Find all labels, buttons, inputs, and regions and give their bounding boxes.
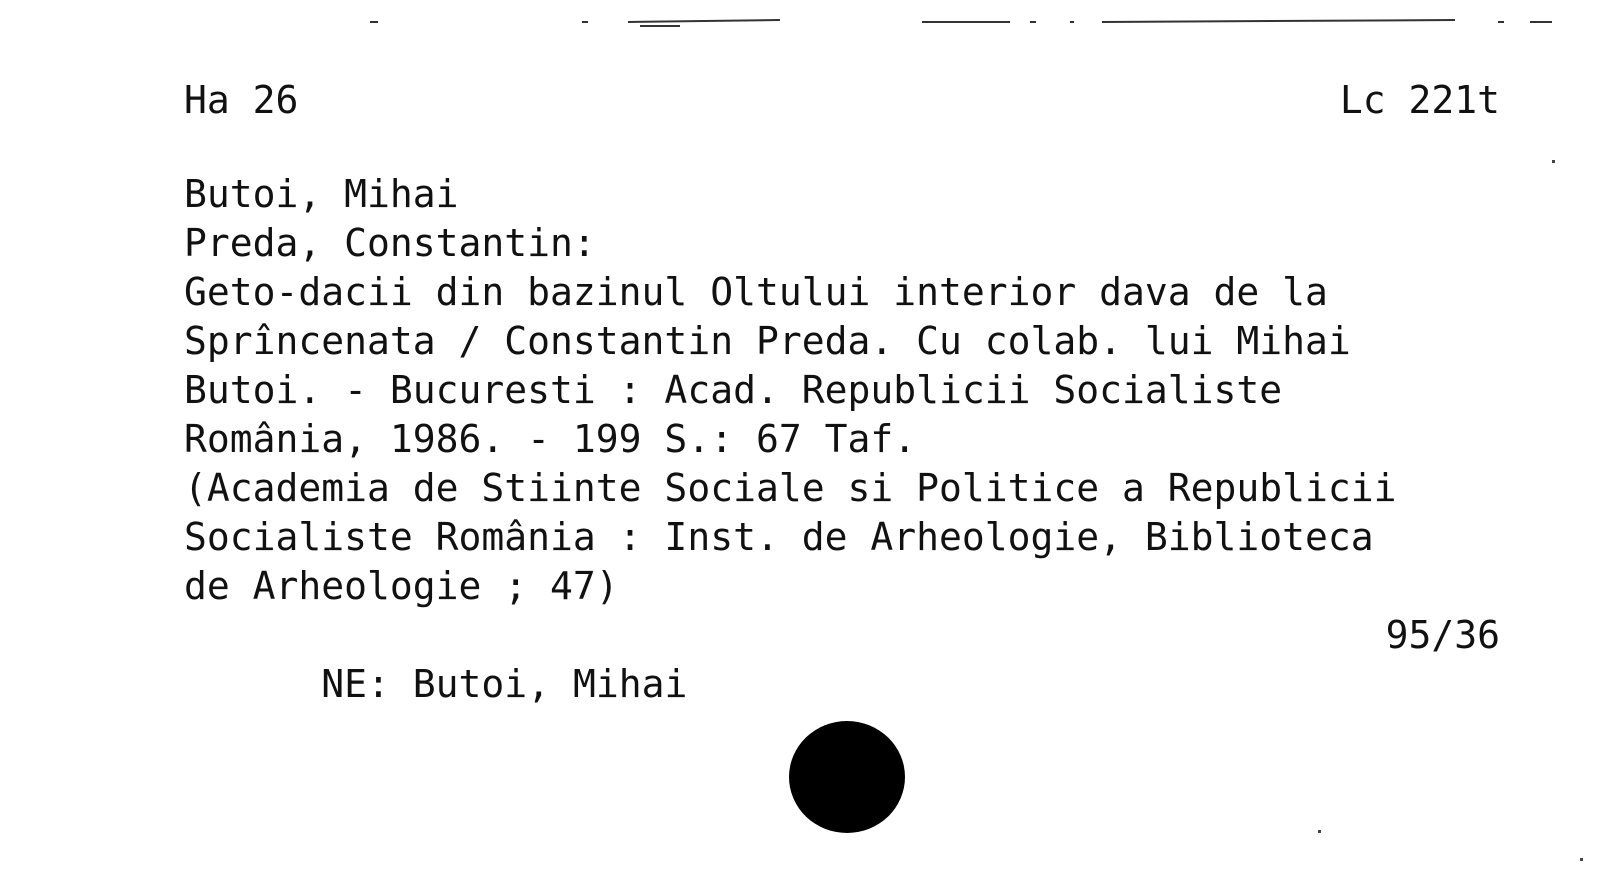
scan-speck: [1552, 160, 1555, 163]
imprint-line: România, 1986. - 199 S.: 67 Taf.: [184, 417, 917, 461]
imprint-line: Butoi. - Bucuresti : Acad. Republicii Socialiste: [184, 368, 1283, 412]
card-punch-hole: [789, 721, 905, 833]
author-line: Preda, Constantin:: [184, 221, 596, 265]
added-entry-row: [184, 611, 1524, 706]
shelf-mark-left: Ha 26: [184, 78, 299, 122]
scan-speck: [1318, 830, 1321, 833]
shelf-mark-right: Lc 221t: [1339, 78, 1500, 122]
series-line: Socialiste România : Inst. de Arheologie, Biblioteca: [184, 515, 1374, 559]
title-line: Geto-dacii din bazinul Oltului interior dava de la: [184, 270, 1328, 314]
title-line: Sprîncenata / Constantin Preda. Cu colab. lui Mihai: [184, 319, 1351, 363]
series-line: de Arheologie ; 47): [184, 564, 619, 608]
accession-number: 95/36: [1385, 613, 1500, 657]
added-entry: NE: Butoi, Mihai: [321, 662, 688, 706]
scan-speck: [1580, 858, 1583, 861]
series-line: (Academia de Stiinte Sociale si Politice a Republicii: [184, 466, 1397, 510]
bibliographic-entry: [184, 170, 1524, 706]
author-line: Butoi, Mihai: [184, 172, 459, 216]
top-edge-scan-marks: [0, 0, 1600, 40]
